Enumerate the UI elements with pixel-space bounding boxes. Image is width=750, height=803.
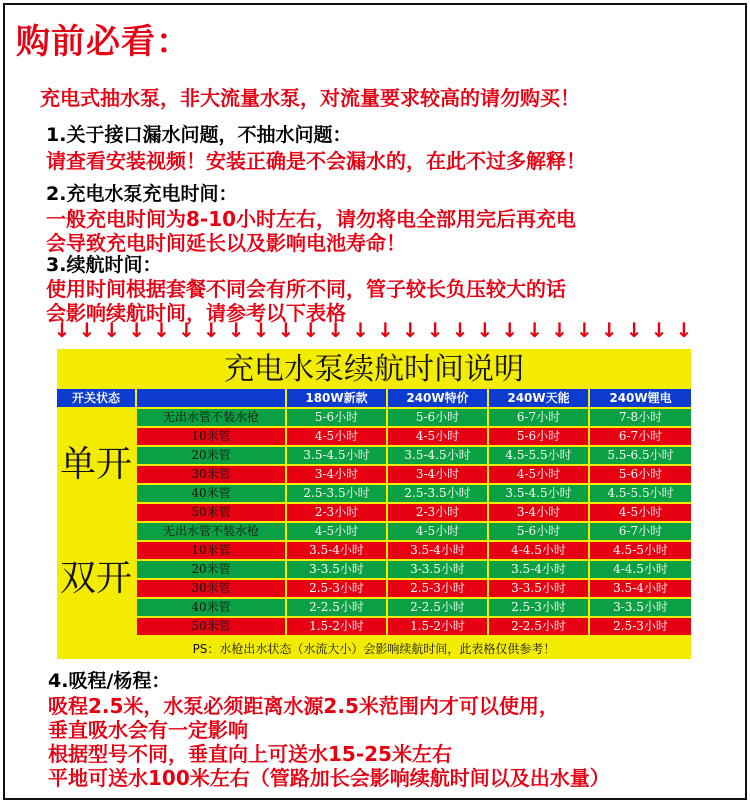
down-arrow-icon: ↓: [376, 318, 394, 342]
down-arrow-icon: ↓: [650, 318, 668, 342]
down-arrow-icon: ↓: [78, 318, 96, 342]
table-cell: 5-6小时: [489, 428, 588, 445]
table-cell: 4.5-5小时: [590, 542, 691, 559]
down-arrow-icon: ↓: [600, 318, 618, 342]
row-label: 10米管: [137, 428, 285, 445]
down-arrow-icon: ↓: [426, 318, 444, 342]
table-cell: 2.5-3小时: [287, 580, 386, 597]
down-arrow-icon: ↓: [401, 318, 419, 342]
table-cell: 3.5-4.5小时: [388, 447, 487, 464]
down-arrow-icon: ↓: [625, 318, 643, 342]
down-arrow-icon: ↓: [277, 318, 295, 342]
section-3-heading: 3.续航时间：: [46, 254, 162, 276]
down-arrow-icon: ↓: [103, 318, 121, 342]
table-cell: 2-2.5小时: [489, 618, 588, 635]
table-note: PS：水枪出水状态（水流大小）会影响续航时间，此表格仅供参考！: [57, 640, 691, 659]
table-header-cell: 240W特价: [388, 389, 487, 407]
table-cell: 4-5小时: [590, 504, 691, 521]
section-4-line: 垂直吸水会有一定影响: [48, 718, 248, 742]
section-4-line: 平地可送水100米左右（管路加长会影响续航时间以及出水量）: [48, 766, 610, 790]
table-header-cell: 240W锂电: [590, 389, 691, 407]
down-arrow-icon: ↓: [227, 318, 245, 342]
row-label: 50米管: [137, 618, 285, 635]
down-arrow-icon: ↓: [202, 318, 220, 342]
table-cell: 4-5小时: [388, 523, 487, 540]
table-cell: 6-7小时: [590, 523, 691, 540]
section-3-line: 会影响续航时间，请参考以下表格: [46, 301, 346, 325]
row-label: 10米管: [137, 542, 285, 559]
table-cell: 6-7小时: [590, 428, 691, 445]
table-cell: 4.5-5.5小时: [489, 447, 588, 464]
table-header-cell: [137, 389, 285, 407]
table-cell: 4-5小时: [287, 428, 386, 445]
table-cell: 5-6小时: [388, 409, 487, 426]
group-label: 单开: [57, 409, 135, 521]
table-cell: 3.5-4.5小时: [489, 485, 588, 502]
down-arrow-icon: ↓: [327, 318, 344, 342]
table-cell: 2.5-3.5小时: [287, 485, 386, 502]
table-cell: 2.5-3小时: [489, 599, 588, 616]
down-arrow-icon: ↓: [302, 318, 320, 342]
table-cell: 3.5-4小时: [590, 580, 691, 597]
section-1-text: 请查看安装视频！安装正确是不会漏水的，在此不过多解释！: [46, 149, 586, 173]
table-cell: 5-6小时: [287, 409, 386, 426]
down-arrow-icon: ↓: [352, 318, 369, 342]
table-cell: 2-3小时: [388, 504, 487, 521]
table-cell: 3.5-4小时: [388, 542, 487, 559]
table-cell: 3-3.5小时: [489, 580, 588, 597]
table-cell: 3-3.5小时: [287, 561, 386, 578]
row-label: 无出水管不装水枪: [137, 409, 285, 426]
table-cell: 2.5-3小时: [388, 580, 487, 597]
table-title: 充电水泵续航时间说明: [224, 352, 524, 387]
down-arrow-icon: ↓: [153, 318, 170, 342]
section-2-heading: 2.充电水泵充电时间：: [46, 183, 238, 205]
table-cell: 4-5小时: [388, 428, 487, 445]
table-cell: 4.5-5.5小时: [590, 485, 691, 502]
table-cell: 2-3小时: [287, 504, 386, 521]
down-arrow-icon: ↓: [575, 318, 593, 342]
table-cell: 4-5小时: [287, 523, 386, 540]
section-4-line: 吸程2.5米，水泵必须距离水源2.5米范围内才可以使用，: [48, 694, 559, 718]
down-arrow-icon: ↓: [451, 318, 469, 342]
table-cell: 3-3.5小时: [590, 599, 691, 616]
section-3-line: 使用时间根据套餐不同会有所不同，管子较长负压较大的话: [46, 277, 566, 301]
table-cell: 3.5-4小时: [489, 561, 588, 578]
table-cell: 4-4.5小时: [489, 542, 588, 559]
section-4-heading: 4.吸程/杨程：: [48, 670, 171, 692]
down-arrow-icon: ↓: [252, 318, 270, 342]
table-header-cell: 180W新款: [287, 389, 386, 407]
table-cell: 6-7小时: [489, 409, 588, 426]
down-arrow-icon: ↓: [476, 318, 494, 342]
down-arrow-icon: ↓: [128, 318, 145, 342]
down-arrow-icon: ↓: [53, 318, 71, 342]
row-label: 50米管: [137, 504, 285, 521]
row-label: 40米管: [137, 485, 285, 502]
table-cell: 3.5-4小时: [287, 542, 386, 559]
table-cell: 3-3.5小时: [388, 561, 487, 578]
table-cell: 2-2.5小时: [388, 599, 487, 616]
runtime-table: [57, 349, 691, 659]
table-cell: 2.5-3.5小时: [388, 485, 487, 502]
table-header-cell: 开关状态: [57, 389, 135, 407]
table-cell: 1.5-2小时: [388, 618, 487, 635]
table-cell: 3.5-4.5小时: [287, 447, 386, 464]
table-cell: 3-4小时: [388, 466, 487, 483]
section-2-line: 一般充电时间为8-10小时左右，请勿将电全部用完后再充电: [46, 207, 577, 231]
down-arrow-icon: ↓: [501, 318, 519, 342]
section-2-line: 会导致充电时间延长以及影响电池寿命！: [46, 231, 406, 255]
table-cell: 5-6小时: [590, 466, 691, 483]
down-arrow-icon: ↓: [551, 318, 568, 342]
row-label: 无出水管不装水枪: [137, 523, 285, 540]
row-label: 20米管: [137, 561, 285, 578]
page-title: 购前必看：: [16, 22, 191, 62]
table-header-cell: 240W天能: [489, 389, 588, 407]
table-cell: 2.5-3小时: [590, 618, 691, 635]
row-label: 30米管: [137, 580, 285, 597]
table-cell: 7-8小时: [590, 409, 691, 426]
table-cell: 3-4小时: [287, 466, 386, 483]
row-label: 30米管: [137, 466, 285, 483]
arrow-row: [52, 318, 694, 342]
down-arrow-icon: ↓: [526, 318, 543, 342]
section-1-heading: 1.关于接口漏水问题，不抽水问题：: [46, 124, 352, 146]
table-cell: 3-4小时: [489, 504, 588, 521]
table-cell: 2-2.5小时: [287, 599, 386, 616]
intro-line: 充电式抽水泵，非大流量水泵，对流量要求较高的请勿购买！: [40, 86, 580, 110]
down-arrow-icon: ↓: [177, 318, 195, 342]
row-label: 20米管: [137, 447, 285, 464]
table-cell: 5.5-6.5小时: [590, 447, 691, 464]
section-4-line: 根据型号不同，垂直向上可送水15-25米左右: [48, 742, 452, 766]
table-cell: 1.5-2小时: [287, 618, 386, 635]
table-cell: 4-5小时: [489, 466, 588, 483]
down-arrow-icon: ↓: [675, 318, 693, 342]
row-label: 40米管: [137, 599, 285, 616]
table-cell: 4-4.5小时: [590, 561, 691, 578]
group-label: 双开: [57, 523, 135, 635]
table-cell: 5-6小时: [489, 523, 588, 540]
